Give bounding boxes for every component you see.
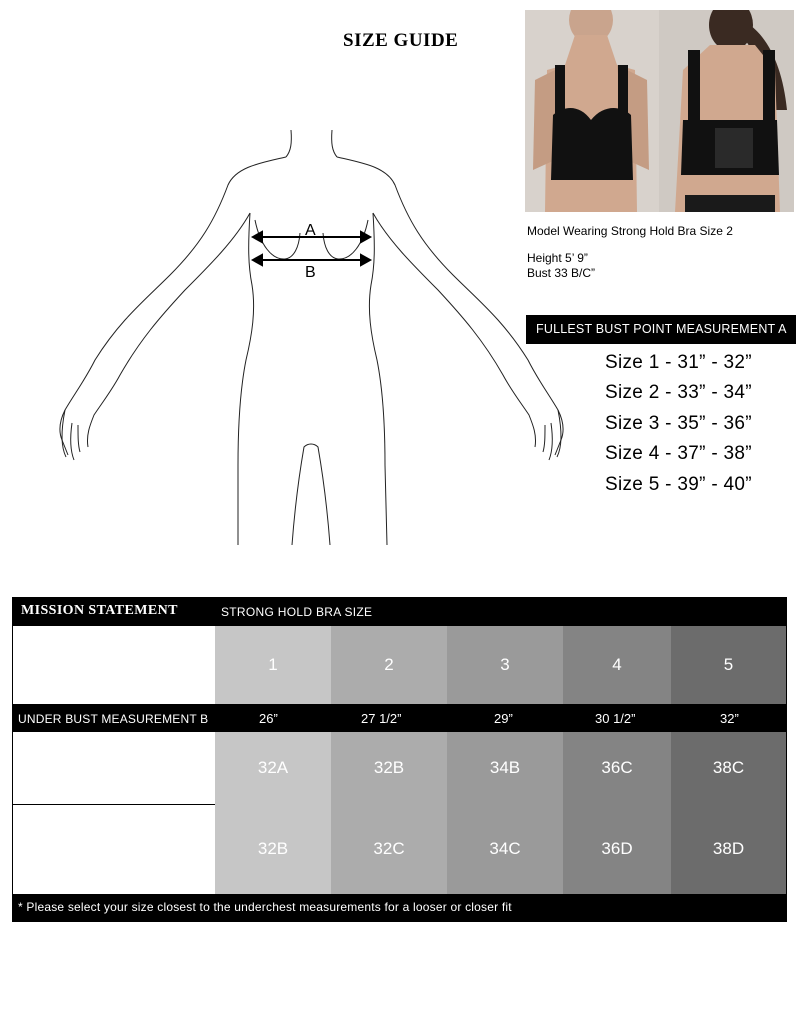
under-bust-4: 30 1/2” <box>595 711 636 726</box>
model-height: Height 5’ 9” <box>527 251 588 265</box>
size-cell-3: 3 <box>447 626 563 704</box>
under-bust-label: UNDER BUST MEASUREMENT B <box>18 712 209 726</box>
fullest-bust-size-list <box>605 348 752 500</box>
strong-hold-label: STRONG HOLD BRA SIZE <box>221 605 373 619</box>
under-bust-2: 27 1/2” <box>361 711 402 726</box>
cup-cell: 36C <box>563 732 671 804</box>
fullest-bust-header: FULLEST BUST POINT MEASUREMENT A <box>526 315 796 344</box>
page-title: SIZE GUIDE <box>343 30 459 51</box>
table-row-cup-a <box>13 732 786 804</box>
model-bust: Bust 33 B/C” <box>527 266 596 280</box>
table-row-sizes <box>13 626 786 704</box>
mission-statement-label: MISSION STATEMENT <box>21 603 178 618</box>
body-outline-diagram <box>50 125 580 550</box>
table-row-cup-b <box>13 804 786 894</box>
size-table <box>12 597 787 922</box>
cup-cell: 38C <box>671 732 786 804</box>
table-header <box>13 598 786 626</box>
cup-cell: 32C <box>331 804 447 894</box>
table-footnote <box>13 894 786 921</box>
cup-cell: 32B <box>215 804 331 894</box>
size-range-2: Size 2 - 33” - 34” <box>605 382 752 404</box>
size-cell-1: 1 <box>215 626 331 704</box>
cup-cell: 36D <box>563 804 671 894</box>
under-bust-3: 29” <box>494 711 513 726</box>
size-cell-5: 5 <box>671 626 786 704</box>
measure-b-label: B <box>305 264 316 281</box>
cup-cell: 38D <box>671 804 786 894</box>
cup-cell: 34C <box>447 804 563 894</box>
under-bust-5: 32” <box>720 711 739 726</box>
under-bust-1: 26” <box>259 711 278 726</box>
cup-cell: 34B <box>447 732 563 804</box>
model-caption: Model Wearing Strong Hold Bra Size 2 <box>527 224 733 238</box>
size-range-5: Size 5 - 39” - 40” <box>605 473 752 495</box>
footnote-text: * Please select your size closest to the underchest measurements for a looser or closer fit <box>18 900 512 914</box>
model-photo <box>525 10 794 212</box>
size-range-4: Size 4 - 37” - 38” <box>605 443 752 465</box>
photo-caption <box>527 224 733 281</box>
measure-a-label: A <box>305 222 316 239</box>
size-cell-4: 4 <box>563 626 671 704</box>
size-cell-2: 2 <box>331 626 447 704</box>
table-row-under-bust <box>13 704 786 732</box>
cup-cell: 32A <box>215 732 331 804</box>
cup-cell: 32B <box>331 732 447 804</box>
size-range-3: Size 3 - 35” - 36” <box>605 412 752 434</box>
size-range-1: Size 1 - 31” - 32” <box>605 352 752 373</box>
